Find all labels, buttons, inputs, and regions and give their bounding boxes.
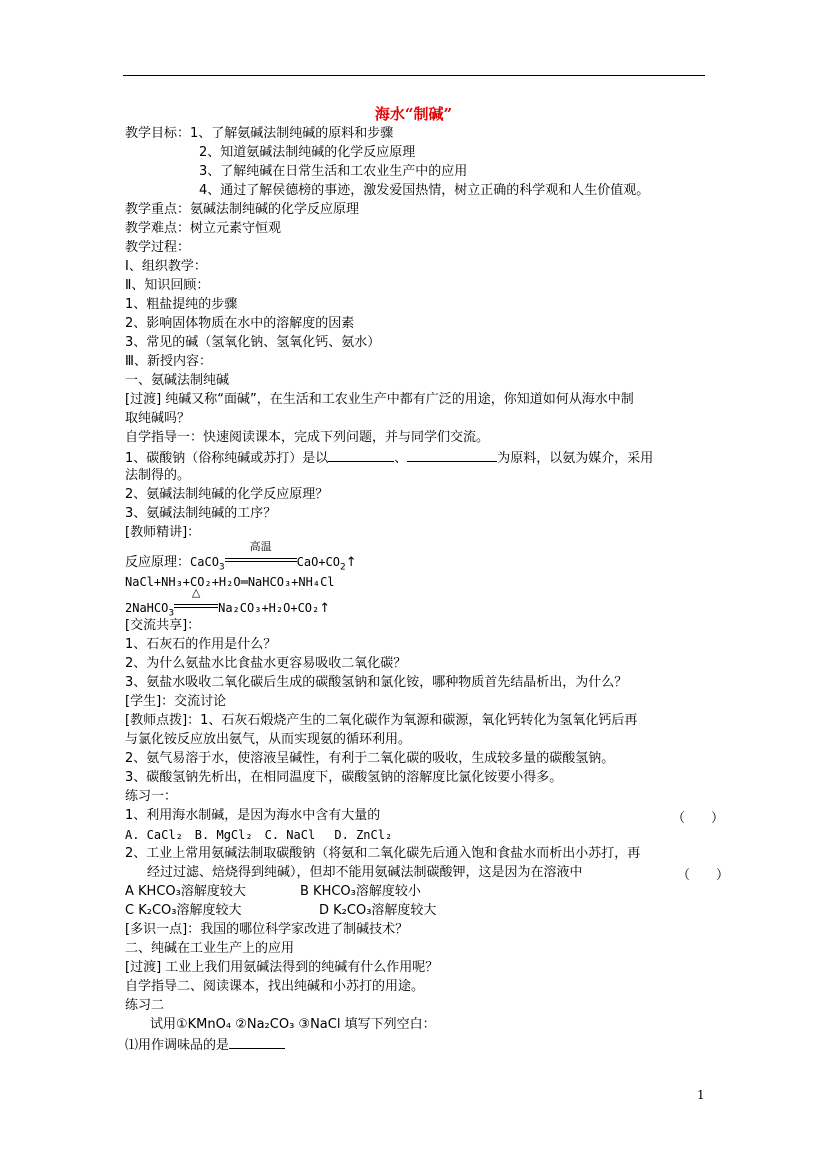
more-knowledge: [多识一点]：我国的哪位科学家改进了制碱技术？ [125,922,409,937]
transition-2: [过渡] 工业上我们用氨碱法得到的纯碱有什么作用呢？ [125,960,439,975]
share-heading: [交流共享]： [125,618,201,633]
answer-blank [407,448,497,462]
gas-arrow-icon: ↑ [345,555,357,570]
option-c: C K₂CO₃溶解度较大 [125,903,242,918]
question-1: 1、碳酸钠（俗称纯碱或苏打）是以 、 为原料，以氨为媒介，采用 [125,448,653,468]
review-item: 2、影响固体物质在水中的溶解度的因素 [125,316,355,331]
condition-equals: 高温 [225,552,297,566]
review-item: 3、常见的碱（氢氧化钠、氢氧化钙、氨水） [125,335,381,350]
question-1-cont: 法制得的。 [125,468,191,483]
goal-item: 4、通过了解侯德榜的事迹，激发爱国热情，树立正确的科学观和人生价值观。 [199,183,650,198]
goal-item: 2、知道氨碱法制纯碱的化学反应原理 [199,145,416,160]
gas-arrow-icon: ↑ [319,601,331,616]
difficulty: 教学难点：树立元素守恒观 [125,221,282,236]
goal-item: 1、了解氨碱法制纯碱的原料和步骤 [190,126,394,141]
section-3: Ⅲ、新授内容： [125,354,212,369]
review-item: 1、粗盐提纯的步骤 [125,297,238,312]
option-d: D K₂CO₃溶解度较大 [319,903,437,918]
reaction-2: NaCl+NH₃+CO₂+H₂O═NaHCO₃+NH₄Cl [125,575,335,589]
teacher-explain: [教师精讲]： [125,525,201,540]
exercise-1-q1: 1、利用海水制碱，是因为海水中含有大量的 [125,808,381,823]
part-2-heading: 二、纯碱在工业生产上的应用 [125,941,295,956]
answer-paren: （ ） [672,811,725,826]
process-heading: 教学过程： [125,240,191,255]
exercise-2-q1: ⑴用作调味品的是 [125,1035,285,1055]
part-1-heading: 一、氨碱法制纯碱 [125,373,230,388]
goal-item: 3、了解纯碱在日常生活和工农业生产中的应用 [199,164,468,179]
student-activity: [学生]：交流讨论 [125,694,227,709]
teacher-point-2: 2、氨气易溶于水，使溶液呈碱性，有利于二氧化碳的吸收，生成较多量的碳酸氢钠。 [125,751,615,766]
share-question: 2、为什么氨盐水比食盐水更容易吸收二氧化碳？ [125,656,407,671]
question-3: 3、氨碱法制纯碱的工序？ [125,506,277,521]
answer-blank [328,448,394,462]
question-2: 2、氨碱法制纯碱的化学反应原理？ [125,487,329,502]
exercise-2-heading: 练习二 [125,998,165,1013]
exercise-2-intro: 试用①KMnO₄ ②Na₂CO₃ ③NaCl 填写下列空白： [150,1017,436,1032]
exercise-1-q2-cont: 经过过滤、焙烧得到纯碱），但却不能用氨碱法制碳酸钾，这是因为在溶液中 [147,865,583,880]
teacher-point-1: [教师点拨]：1、石灰石煅烧产生的二氧化碳作为氧源和碳源，氧化钙转化为氢氧化钙后再 [125,713,638,728]
exercise-1-q2: 2、工业上常用氨碱法制取碳酸钠（将氨和二氧化碳先后通入饱和食盐水而析出小苏打，再 [125,846,641,861]
option-a: A KHCO₃溶解度较大 [125,884,246,899]
page-number: 1 [697,1088,705,1102]
condition-equals: △ [174,598,218,612]
goals-line-1 [125,125,393,143]
transition-1: [过渡] 纯碱又称“面碱”，在生活和工农业生产中都有广泛的用途，你知道如何从海水中制 [125,392,634,407]
share-question: 3、氨盐水吸收二氧化碳后生成的碳酸氢钠和氯化铵，哪种物质首先结晶析出，为什么？ [125,675,628,690]
answer-blank [229,1035,285,1049]
share-question: 1、石灰石的作用是什么？ [125,637,277,652]
reaction-label: 反应原理： [125,555,191,570]
header-rule [123,75,705,76]
key-point: 教学重点：氨碱法制纯碱的化学反应原理 [125,202,360,217]
reaction-1: 反应原理：CaCO$_3$ 高温 $CaO+CO_2↑$ [125,540,357,573]
self-study-guide-2: 自学指导二、阅读课本，找出纯碱和小苏打的用途。 [125,979,425,994]
reaction-3: 2NaHCO$_3$ △ Na₂CO₃+H₂O+CO₂↑ [125,586,331,619]
section-2: Ⅱ、知识回顾： [125,278,210,293]
self-study-guide-1: 自学指导一：快速阅读课本，完成下列问题，并与同学们交流。 [125,430,490,445]
page-title: 海水“制碱” [374,105,453,123]
section-1: Ⅰ、组织教学： [125,259,207,274]
teacher-point-3: 3、碳酸氢钠先析出，在相同温度下，碳酸氢钠的溶解度比氯化铵要小得多。 [125,770,563,785]
teacher-point-1-cont: 与氯化铵反应放出氨气，从而实现氨的循环利用。 [125,732,412,747]
option-b: B KHCO₃溶解度较小 [300,884,421,899]
transition-1-cont: 取纯碱吗？ [125,411,191,426]
exercise-1-q1-options: A. CaCl₂ B. MgCl₂ C. NaCl D. ZnCl₂ [125,828,393,842]
exercise-1-heading: 练习一： [125,789,178,804]
answer-paren: （ ） [677,868,730,883]
goals-label: 教学目标： [125,126,191,141]
